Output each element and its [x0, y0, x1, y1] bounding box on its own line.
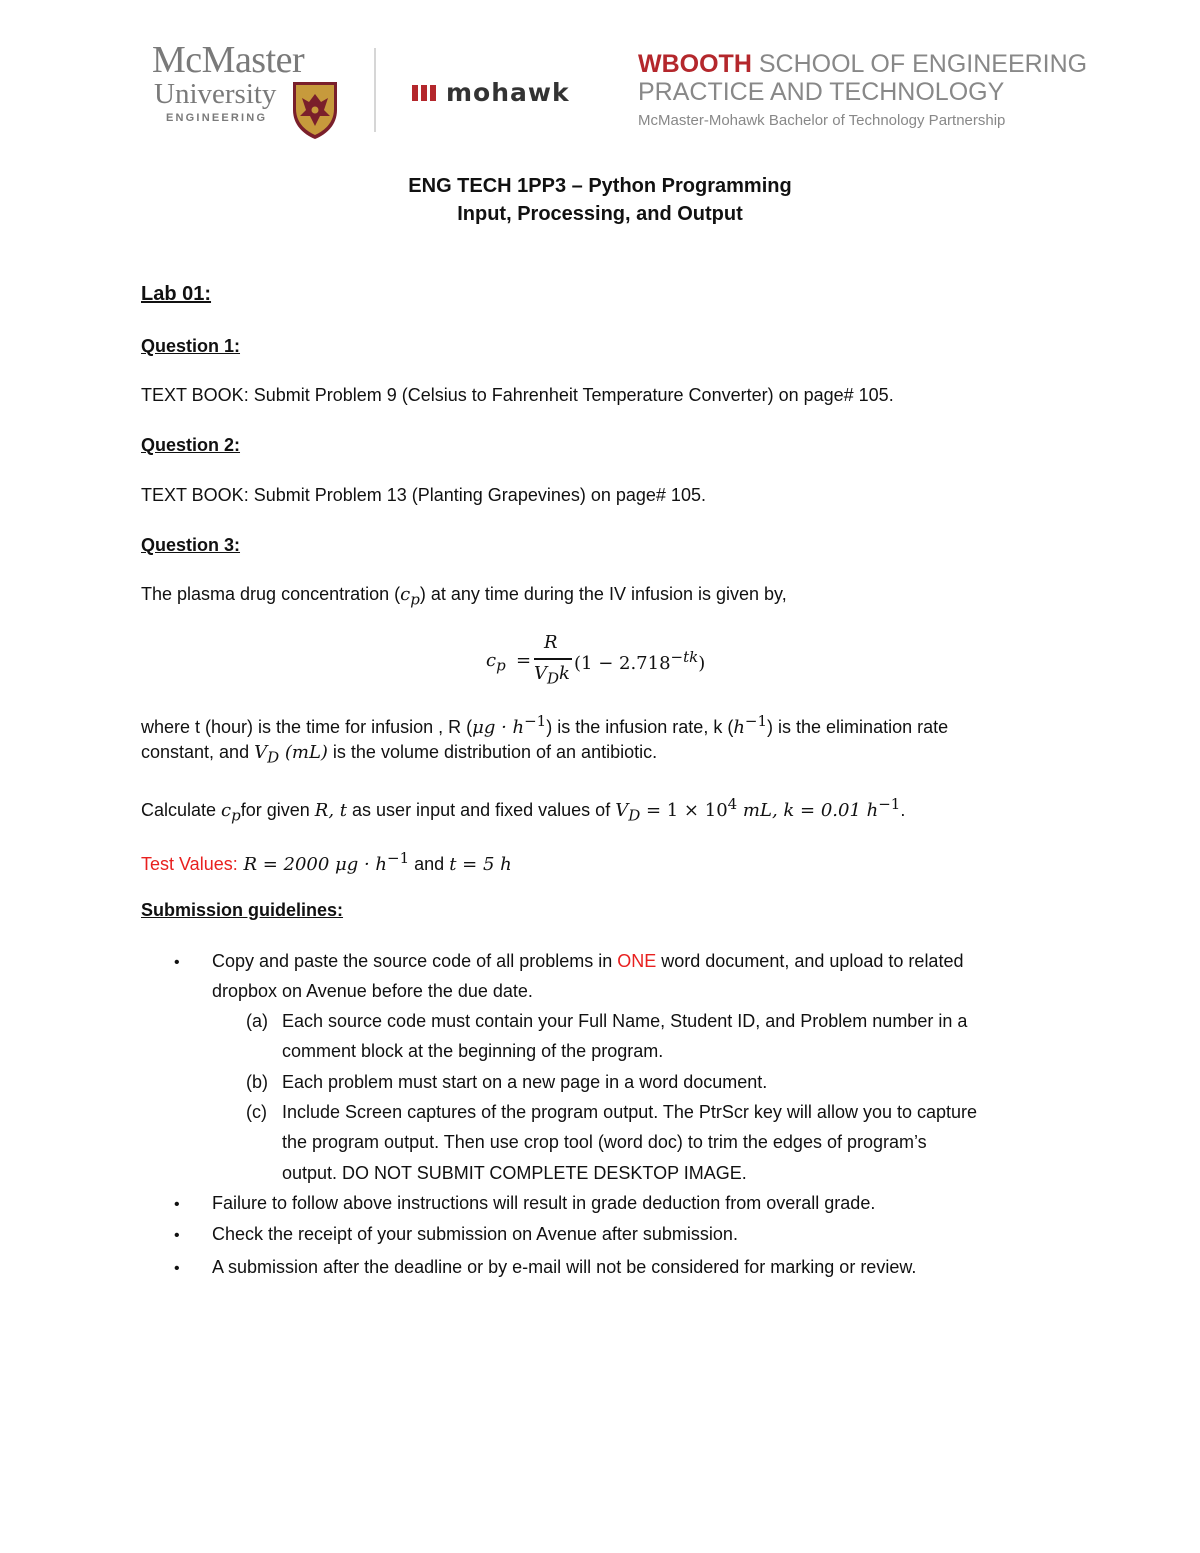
- booth-booth: BOOTH: [661, 50, 752, 78]
- where-text-c: ) is the elimination rate: [767, 717, 949, 737]
- where-text-a: where t (hour) is the time for infusion , R (: [141, 717, 473, 737]
- submission-heading: Submission guidelines:: [141, 900, 344, 920]
- sub-item-c-line-2: the program output. Then use crop tool (word doc) to trim the edges of program’s: [282, 1132, 927, 1152]
- guideline-1-text-a: Copy and paste the source code of all problems in: [212, 951, 618, 971]
- formula-numerator: R: [544, 632, 558, 653]
- where-unit-2: h: [733, 717, 745, 738]
- calc-text-c: as user input and fixed values of: [347, 800, 616, 820]
- bullet-icon: •: [174, 1260, 180, 1277]
- formula-equals: =: [516, 650, 532, 671]
- test-and: and: [409, 854, 450, 874]
- calc-v-sub: D: [628, 806, 641, 825]
- sub-item-c-label: (c): [246, 1102, 267, 1122]
- guideline-3: Check the receipt of your submission on Avenue after submission.: [212, 1224, 738, 1244]
- booth-w: W: [638, 50, 662, 78]
- intro-text-a: The plasma drug concentration (: [141, 584, 401, 604]
- calc-value-unit: mL, k = 0.01 h: [737, 800, 879, 821]
- where-unit-1: μg · h: [472, 717, 525, 738]
- formula-denominator: [534, 663, 570, 688]
- intro-var: c: [400, 584, 411, 605]
- bullet-icon: •: [174, 1227, 180, 1244]
- test-values-label: Test Values:: [141, 854, 238, 874]
- where-text-b: ) is the infusion rate, k (: [546, 717, 734, 737]
- calculate-line: [141, 795, 905, 825]
- logo-divider: [374, 48, 376, 132]
- question-3-heading: Question 3:: [141, 535, 241, 555]
- guideline-1-one: ONE: [617, 951, 657, 971]
- booth-logo: [638, 50, 1088, 132]
- question-2-text: TEXT BOOK: Submit Problem 13 (Planting Grapevines) on page# 105.: [141, 485, 706, 505]
- topic-title: Input, Processing, and Output: [457, 203, 743, 225]
- booth-line-3: McMaster-Mohawk Bachelor of Technology Partnership: [638, 112, 1006, 129]
- mcmaster-engineering: ENGINEERING: [166, 112, 268, 124]
- booth-line-2: PRACTICE AND TECHNOLOGY: [638, 78, 1005, 106]
- calc-exp-2: −1: [878, 795, 901, 813]
- where2-unit: (mL): [279, 742, 328, 763]
- where2-v: V: [254, 742, 268, 763]
- formula-close: ): [698, 653, 706, 674]
- formula-exponent: −tk: [670, 648, 699, 666]
- sub-item-b-label: (b): [246, 1072, 268, 1092]
- formula-lhs-sub: p: [496, 656, 506, 675]
- intro-text-b: ) at any time during the IV infusion is given by,: [419, 584, 787, 604]
- question-3-intro: [141, 584, 787, 609]
- calc-value-1: = 1 × 10: [640, 800, 728, 821]
- formula-rest: [574, 648, 705, 674]
- mcmaster-name: McMaster: [152, 39, 305, 81]
- calc-text-a: Calculate: [141, 800, 222, 820]
- calc-vars: R, t: [314, 800, 348, 821]
- mohawk-name: mohawk: [446, 78, 570, 107]
- mcmaster-university: University: [154, 78, 277, 110]
- concentration-formula: [486, 630, 746, 690]
- bullet-icon: •: [174, 1196, 180, 1213]
- where2-v-sub: D: [267, 748, 280, 767]
- guideline-1-line-2: dropbox on Avenue before the due date.: [212, 981, 533, 1001]
- sub-item-c-line-1: Include Screen captures of the program output. The PtrScr key will allow you to capture: [282, 1102, 978, 1122]
- formula-bracket: (1 − 2.718: [574, 653, 671, 674]
- question-2-heading: Question 2:: [141, 435, 241, 455]
- where2-text-a: constant, and: [141, 742, 255, 762]
- course-title: ENG TECH 1PP3 – Python Programming: [408, 175, 792, 197]
- calc-end: .: [900, 800, 906, 820]
- test-t: t = 5 h: [449, 854, 512, 875]
- booth-school: SCHOOL OF ENGINEERING: [751, 50, 1088, 78]
- formula-fraction-bar: [534, 658, 572, 660]
- calc-c: c: [221, 800, 232, 821]
- formula-lhs: [486, 650, 506, 675]
- crest-icon: [290, 80, 340, 140]
- question-1-heading: Question 1:: [141, 336, 241, 356]
- guideline-2: Failure to follow above instructions will result in grade deduction from overall grade.: [212, 1193, 876, 1213]
- formula-den-v: V: [534, 663, 547, 684]
- header-logos: [150, 39, 1088, 150]
- sub-item-a-line-1: Each source code must contain your Full Name, Student ID, and Problem number in a: [282, 1011, 968, 1031]
- sub-item-c-line-3: output. DO NOT SUBMIT COMPLETE DESKTOP IMAGE.: [282, 1163, 747, 1183]
- test-r-exp: −1: [387, 849, 410, 867]
- calc-v: V: [615, 800, 629, 821]
- sub-item-b-line-1: Each problem must start on a new page in a word document.: [282, 1072, 768, 1092]
- lab-heading: Lab 01:: [141, 283, 212, 305]
- question-1-text: TEXT BOOK: Submit Problem 9 (Celsius to Fahrenheit Temperature Converter) on page# 105.: [141, 385, 894, 405]
- guideline-1-text-b: word document, and upload to related: [656, 951, 964, 971]
- bullet-icon: •: [174, 954, 180, 971]
- formula-den-k: k: [559, 663, 570, 684]
- where-unit-1-exp: −1: [524, 712, 547, 730]
- mohawk-bars-icon: [412, 85, 440, 101]
- test-values-line: [141, 849, 512, 875]
- sub-item-a-line-2: comment block at the beginning of the program.: [282, 1041, 664, 1061]
- calc-c-sub: p: [231, 806, 241, 825]
- where2-text-b: is the volume distribution of an antibiotic.: [327, 742, 658, 762]
- test-r: R = 2000 μg · h: [237, 854, 388, 875]
- where-unit-2-exp: −1: [744, 712, 768, 730]
- mcmaster-logo: [150, 40, 350, 140]
- intro-var-sub: p: [410, 590, 420, 609]
- calc-text-b: for given: [240, 800, 315, 820]
- formula-den-sub: D: [547, 669, 560, 688]
- formula-lhs-var: c: [486, 650, 497, 671]
- where-line-2: [141, 742, 657, 767]
- calc-exp-1: 4: [727, 795, 738, 813]
- guideline-4: A submission after the deadline or by e-mail will not be considered for marking or review.: [212, 1257, 917, 1277]
- sub-item-a-label: (a): [246, 1011, 268, 1031]
- guideline-1-line-1: [212, 951, 963, 972]
- where-line-1: [141, 712, 948, 738]
- booth-line-1: [638, 50, 1088, 78]
